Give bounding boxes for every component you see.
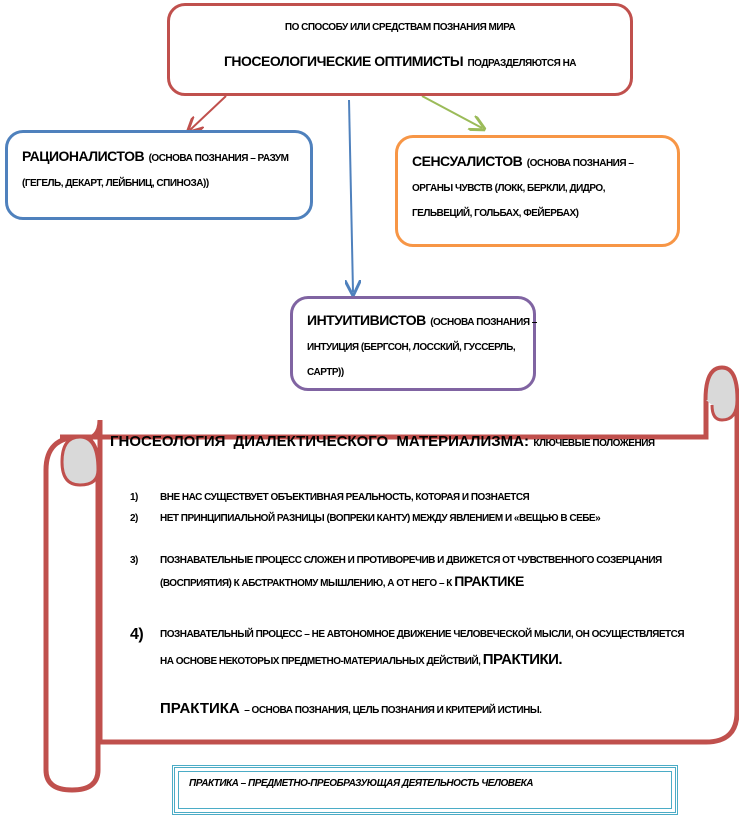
top-box-title: ГНОСЕОЛОГИЧЕСКИЕ ОПТИМИСТЫ <box>223 53 464 69</box>
list-item: 3) ПОЗНАВАТЕЛЬНЫЕ ПРОЦЕСС СЛОЖЕН И ПРОТИВОРЕЧИВ И ДВИЖЕТСЯ ОТ ЧУВСТВЕННОГО СОЗЕРЦАНИЯ (ВОСПРИЯТИЯ) К АБСТРАКТНОМУ МЫШЛЕНИЮ, А ОТ НЕГО – К ПРАКТИКЕ <box>130 555 662 589</box>
rationalists-box <box>5 130 313 220</box>
arrow-to-rationalists <box>190 96 226 130</box>
list-item: 2) НЕТ ПРИНЦИПИАЛЬНОЙ РАЗНИЦЫ (ВОПРЕКИ КАНТУ) МЕЖДУ ЯВЛЕНИЕМ И «ВЕЩЬЮ В СЕБЕ» <box>130 513 601 524</box>
scroll-subtitle: КЛЮЧЕВЫЕ ПОЛОЖЕНИЯ <box>533 438 655 449</box>
top-box-subtitle: ПО СПОСОБУ ИЛИ СРЕДСТВАМ ПОЗНАНИЯ МИРА <box>284 22 516 33</box>
scroll-title: ГНОСЕОЛОГИЯ ДИАЛЕКТИЧЕСКОГО МАТЕРИАЛИЗМА: <box>110 433 529 450</box>
practice-box <box>172 765 678 815</box>
practice-box-text: ПРАКТИКА – ПРЕДМЕТНО-ПРЕОБРАЗУЮЩАЯ ДЕЯТЕЛЬНОСТЬ ЧЕЛОВЕКА <box>189 778 534 789</box>
intuitivists-title: ИНТУИТИВИСТОВ <box>307 312 426 328</box>
practice-title: ПРАКТИКА <box>160 700 240 717</box>
intuitivists-box <box>290 296 536 391</box>
arrow-to-sensualists <box>422 96 482 128</box>
rationalists-text: (ОСНОВА ПОЗНАНИЯ – РАЗУМ (ГЕГЕЛЬ, ДЕКАРТ, ЛЕЙБНИЦ, СПИНОЗА)) <box>22 153 289 189</box>
list-item: 1) ВНЕ НАС СУЩЕСТВУЕТ ОБЪЕКТИВНАЯ РЕАЛЬНОСТЬ, КОТОРАЯ И ПОЗНАЕТСЯ <box>130 492 530 503</box>
top-box <box>167 3 633 96</box>
list-item: 4) ПОЗНАВАТЕЛЬНЫЙ ПРОЦЕСС – НЕ АВТОНОМНОЕ ДВИЖЕНИЕ ЧЕЛОВЕЧЕСКОЙ МЫСЛИ, ОН ОСУЩЕСТВЛЯЕТСЯ НА ОСНОВЕ НЕКОТОРЫХ ПРЕДМЕТНО-МАТЕРИАЛЬНЫХ ДЕЙСТВИЙ, ПРАКТИКИ. <box>130 626 685 668</box>
sensualists-text: (ОСНОВА ПОЗНАНИЯ – ОРГАНЫ ЧУВСТВ (ЛОКК, БЕРКЛИ, ДИДРО, ГЕЛЬВЕЦИЙ, ГОЛЬБАХ, ФЕЙЕРБАХ) <box>412 158 634 219</box>
arrow-to-intuitivists <box>349 100 353 292</box>
sensualists-title: СЕНСУАЛИСТОВ <box>412 153 523 169</box>
rationalists-title: РАЦИОНАЛИСТОВ <box>22 148 145 164</box>
intuitivists-text: (ОСНОВА ПОЗНАНИЯ – ИНТУИЦИЯ (БЕРГСОН, ЛОССКИЙ, ГУССЕРЛЬ, САРТР)) <box>307 317 537 378</box>
practice-definition: – ОСНОВА ПОЗНАНИЯ, ЦЕЛЬ ПОЗНАНИЯ И КРИТЕРИЙ ИСТИНЫ. <box>244 705 542 716</box>
top-box-title-rest: ПОДРАЗДЕЛЯЮТСЯ НА <box>467 58 577 69</box>
sensualists-box <box>395 135 680 247</box>
